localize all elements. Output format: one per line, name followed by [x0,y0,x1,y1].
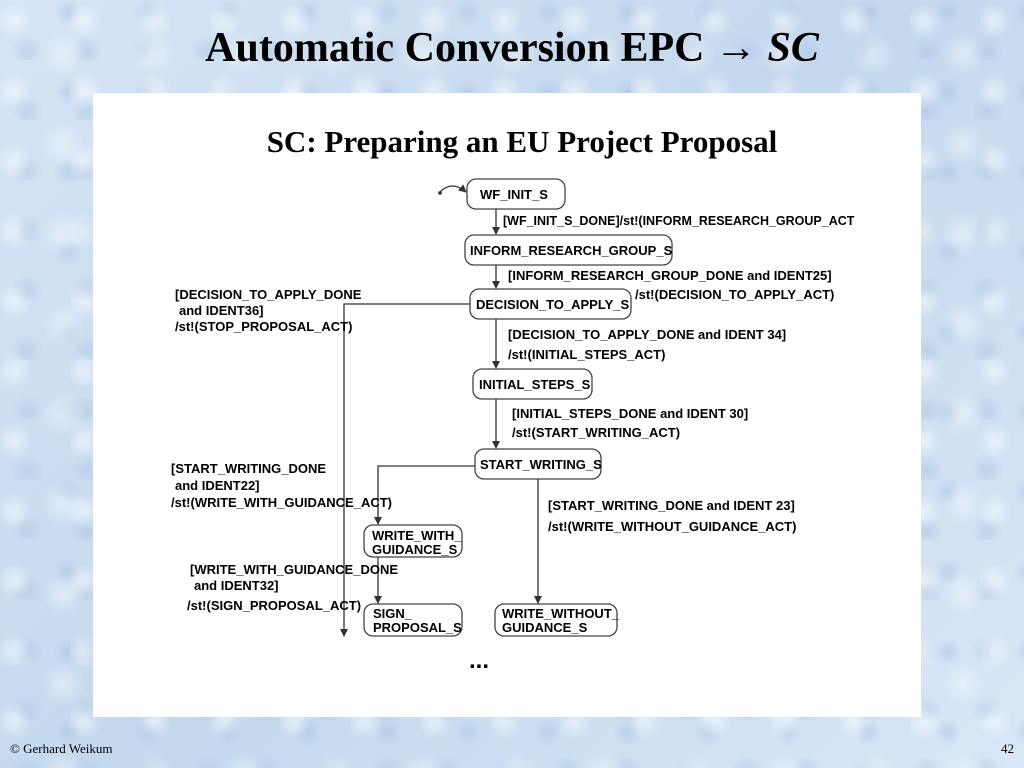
state-start-writing [475,449,602,479]
transition-label-3b: /st!(INITIAL_STEPS_ACT) [508,347,666,362]
transition-label-2a: [INFORM_RESEARCH_GROUP_DONE and IDENT25] [508,268,832,283]
transition-arrow-7 [378,466,475,524]
transition-arrow-6 [344,304,470,636]
diagram-title: SC: Preparing an EU Project Proposal [266,124,778,159]
transition-label-6c: /st!(STOP_PROPOSAL_ACT) [175,319,353,334]
state-inform-research-group [465,235,673,265]
transition-label-8c: /st!(SIGN_PROPOSAL_ACT) [187,598,362,613]
transition-label-6a: [DECISION_TO_APPLY_DONE [175,287,362,302]
transition-label-2b: /st!(DECISION_TO_APPLY_ACT) [635,287,835,302]
diagram-ellipsis: ... [469,647,490,674]
transition-label-8a: [WRITE_WITH_GUIDANCE_DONE [190,562,399,577]
state-write-with-label-2: GUIDANCE_S [372,542,458,557]
state-sign-proposal [364,604,462,636]
state-decision-label: DECISION_TO_APPLY_S [476,297,630,312]
transition-label-7a: [START_WRITING_DONE [171,461,327,476]
state-write-without-label-2: GUIDANCE_S [502,620,588,635]
state-decision-to-apply [470,289,631,319]
initial-transition-arrow [440,186,466,192]
state-write-with-label-1: WRITE_WITH_ [372,528,462,543]
state-wf-init-label: WF_INIT_S [480,187,548,202]
title-arrow-icon: → [714,25,757,71]
transition-label-7c: /st!(WRITE_WITH_GUIDANCE_ACT) [171,495,392,510]
state-initial-label: INITIAL_STEPS_S [479,377,591,392]
state-write-without-label-1: WRITE_WITHOUT_ [502,606,619,621]
slide-title-sub: SC [767,25,819,71]
state-initial-steps [473,369,592,399]
transition-label-7b: and IDENT22] [175,478,260,493]
transition-label-3a: [DECISION_TO_APPLY_DONE and IDENT 34] [508,327,787,342]
slide-title-main: Automatic Conversion EPC [205,25,705,71]
initial-state-dot [438,191,442,195]
slide-number: 42 [1001,741,1014,756]
state-write-with-guidance [364,525,462,557]
transition-label-8b: and IDENT32] [194,578,279,593]
state-wf-init [467,179,565,209]
state-inform-label: INFORM_RESEARCH_GROUP_S [470,243,673,258]
transition-label-4a: [INITIAL_STEPS_DONE and IDENT 30] [512,406,749,421]
state-sign-label-2: PROPOSAL_S [373,620,462,635]
transition-label-1: [WF_INIT_S_DONE]/st!(INFORM_RESEARCH_GROUP_ACT [503,214,855,228]
state-start-writing-label: START_WRITING_S [480,457,602,472]
transition-label-4b: /st!(START_WRITING_ACT) [512,425,681,440]
transition-label-5a: [START_WRITING_DONE and IDENT 23] [548,498,795,513]
state-sign-label-1: SIGN_ [373,606,413,621]
footer-copyright: © Gerhard Weikum [10,741,113,756]
state-write-without-guidance [495,604,620,636]
transition-label-6b: and IDENT36] [179,303,264,318]
transition-label-5b: /st!(WRITE_WITHOUT_GUIDANCE_ACT) [548,519,797,534]
